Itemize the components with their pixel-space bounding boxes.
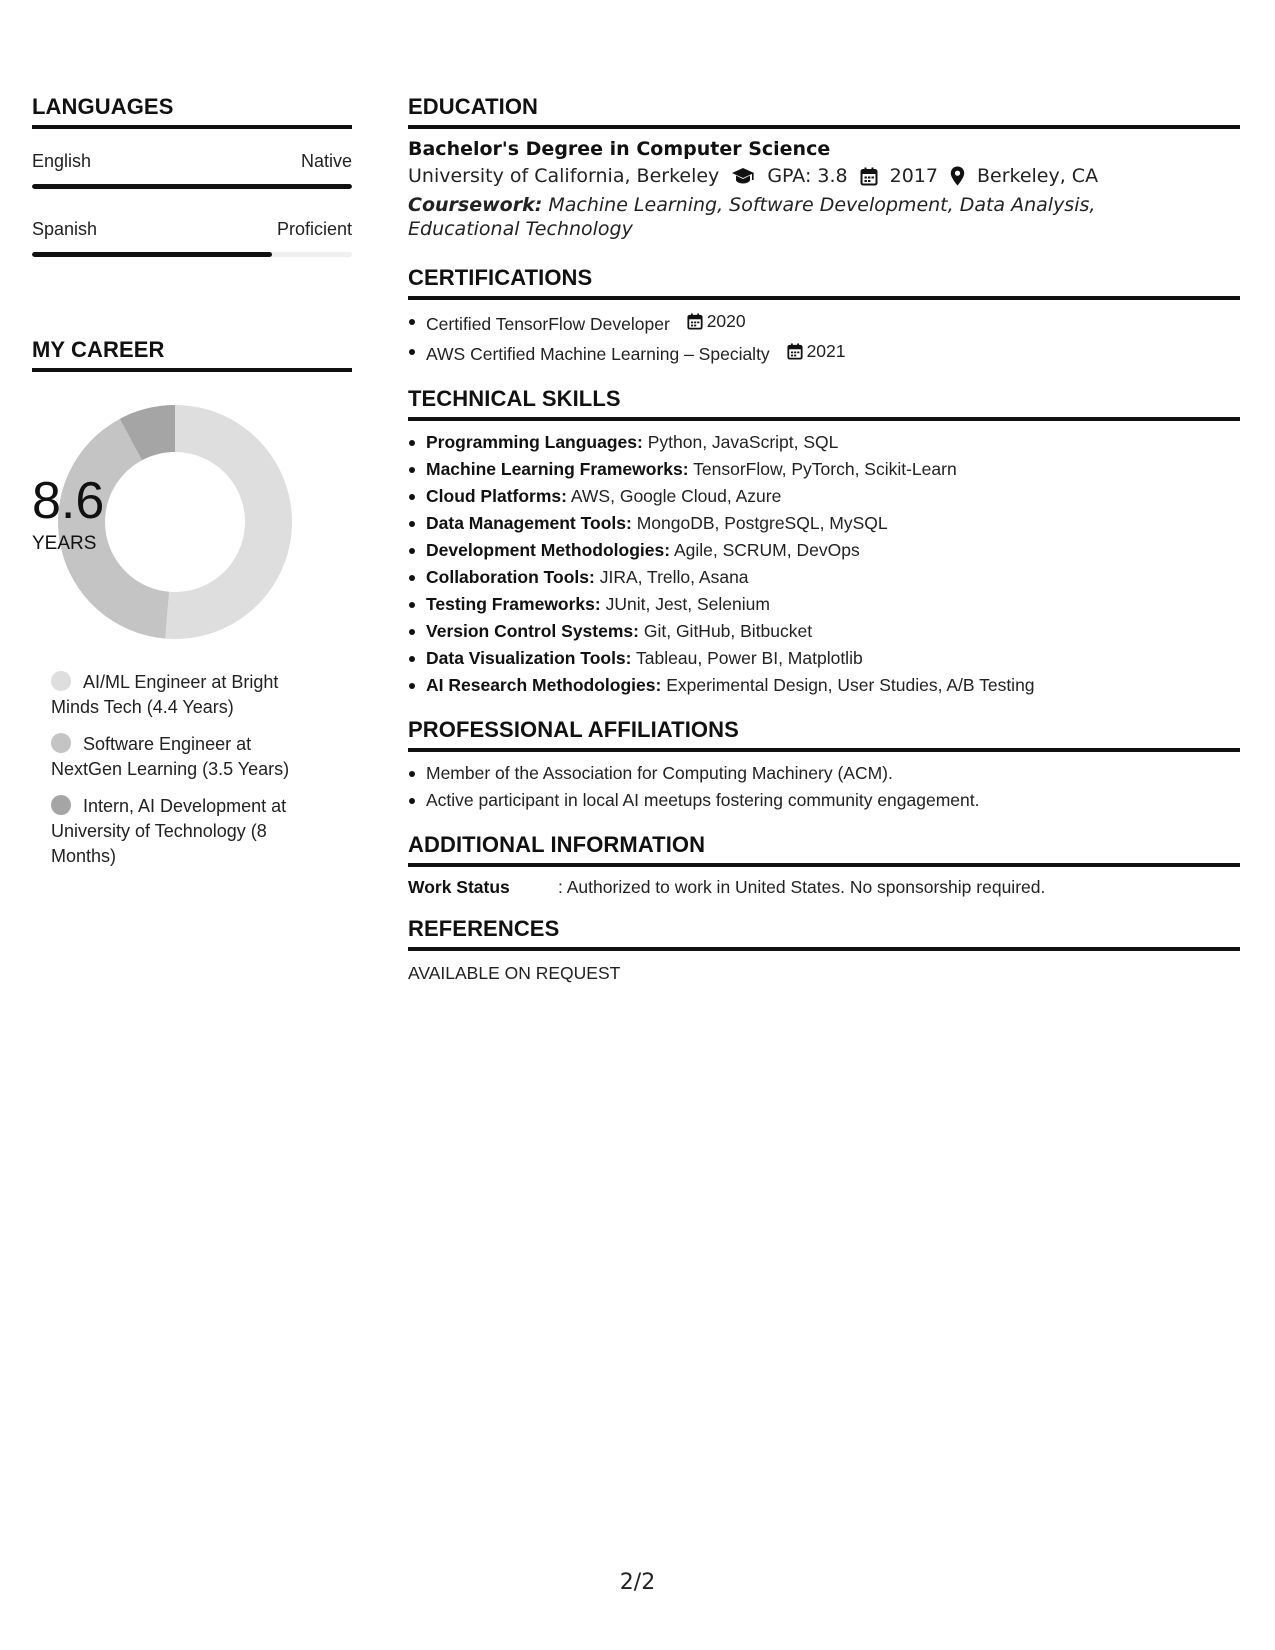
- list-item: [408, 537, 1240, 564]
- coursework-list: Machine Learning, Software Development, Data Analysis, Educational Technology: [408, 194, 1096, 240]
- language-item: [32, 151, 352, 189]
- skill-value: Git, GitHub, Bitbucket: [643, 621, 813, 641]
- list-item: Active participant in local AI meetups fostering community engagement.: [408, 787, 1240, 814]
- list-item: [408, 429, 1240, 456]
- skill-label: Testing Frameworks:: [426, 594, 601, 614]
- skill-label: Development Methodologies:: [426, 540, 671, 560]
- skill-value: Experimental Design, User Studies, A/B Testing: [666, 675, 1035, 695]
- languages-heading: LANGUAGES: [32, 94, 352, 129]
- certification-year: 2020: [706, 311, 746, 331]
- legend-label: Intern, AI Development at University of Technology (8 Months): [51, 796, 287, 866]
- references-text: AVAILABLE ON REQUEST: [408, 963, 621, 983]
- legend-item: [51, 732, 321, 782]
- skill-value: Python, JavaScript, SQL: [647, 432, 839, 452]
- language-level: Native: [300, 151, 352, 171]
- skill-label: Machine Learning Frameworks:: [426, 459, 689, 479]
- education-section: [408, 94, 1240, 241]
- career-heading: MY CAREER: [32, 337, 352, 372]
- certification-year: 2021: [806, 341, 846, 361]
- legend-swatch: [51, 795, 71, 815]
- skill-value: AWS, Google Cloud, Azure: [570, 486, 782, 506]
- legend-swatch: [51, 671, 71, 691]
- calendar-icon: [687, 313, 703, 330]
- gpa-value: GPA: 3.8: [767, 165, 848, 187]
- certifications-section: [408, 265, 1240, 368]
- certification-name: AWS Certified Machine Learning – Specialty: [426, 344, 770, 364]
- list-item: [408, 510, 1240, 537]
- language-proficiency-bar: [32, 252, 352, 257]
- list-item: [408, 672, 1240, 699]
- calendar-icon: [860, 167, 878, 186]
- certifications-heading: CERTIFICATIONS: [408, 265, 1240, 300]
- skill-value: Tableau, Power BI, Matplotlib: [636, 648, 863, 668]
- skill-value: Agile, SCRUM, DevOps: [673, 540, 860, 560]
- language-name: Spanish: [32, 219, 98, 239]
- additional-info-section: [408, 832, 1240, 898]
- list-item: [408, 308, 1240, 338]
- references-section: [408, 916, 1240, 984]
- career-donut-chart: [32, 392, 352, 650]
- legend-swatch: [51, 733, 71, 753]
- skill-value: TensorFlow, PyTorch, Scikit-Learn: [693, 459, 957, 479]
- list-item: [408, 618, 1240, 645]
- certification-name: Certified TensorFlow Developer: [426, 314, 670, 334]
- skill-value: JIRA, Trello, Asana: [599, 567, 749, 587]
- skill-label: AI Research Methodologies:: [426, 675, 662, 695]
- language-proficiency-bar: [32, 184, 352, 189]
- affiliations-heading: PROFESSIONAL AFFILIATIONS: [408, 717, 1240, 752]
- additional-info-heading: ADDITIONAL INFORMATION: [408, 832, 1240, 867]
- education-meta: [408, 165, 1240, 187]
- list-item: Member of the Association for Computing Machinery (ACM).: [408, 760, 1240, 787]
- references-heading: REFERENCES: [408, 916, 1240, 951]
- legend-item: [51, 670, 321, 720]
- certifications-list: [408, 308, 1240, 368]
- affiliations-section: [408, 717, 1240, 814]
- career-years-unit: YEARS: [32, 533, 97, 554]
- skill-label: Programming Languages:: [426, 432, 643, 452]
- legend-label: AI/ML Engineer at Bright Minds Tech (4.4 Years): [51, 672, 279, 717]
- graduation-year: 2017: [889, 165, 938, 187]
- affiliations-list: [408, 760, 1240, 814]
- list-item: [408, 338, 1240, 368]
- work-status-row: [408, 877, 1240, 898]
- work-status-value: : Authorized to work in United States. No sponsorship required.: [558, 877, 1046, 897]
- school-location: Berkeley, CA: [976, 165, 1099, 187]
- language-name: English: [32, 151, 92, 171]
- location-pin-icon: [950, 166, 965, 186]
- education-heading: EDUCATION: [408, 94, 1240, 129]
- degree-title: Bachelor's Degree in Computer Science: [408, 138, 831, 160]
- skill-label: Data Management Tools:: [426, 513, 632, 533]
- skill-label: Collaboration Tools:: [426, 567, 595, 587]
- coursework-label: Coursework:: [408, 194, 543, 216]
- school-name: University of California, Berkeley: [408, 165, 720, 187]
- graduation-cap-icon: [731, 167, 755, 185]
- skill-label: Data Visualization Tools:: [426, 648, 632, 668]
- list-item: [408, 456, 1240, 483]
- language-level: Proficient: [276, 219, 352, 239]
- left-column: [32, 94, 352, 881]
- legend-label: Software Engineer at NextGen Learning (3.5 Years): [51, 734, 290, 779]
- skills-section: [408, 386, 1240, 699]
- skill-label: Cloud Platforms:: [426, 486, 567, 506]
- skills-heading: TECHNICAL SKILLS: [408, 386, 1240, 421]
- skill-value: MongoDB, PostgreSQL, MySQL: [636, 513, 888, 533]
- legend-item: [51, 794, 321, 869]
- skill-label: Version Control Systems:: [426, 621, 639, 641]
- coursework: [408, 193, 1178, 241]
- work-status-label: Work Status: [408, 877, 510, 897]
- list-item: [408, 564, 1240, 591]
- language-proficiency-fill: [32, 184, 352, 189]
- career-total-years: 8.6: [32, 472, 105, 530]
- page-number: 2/2: [619, 1570, 656, 1595]
- skill-value: JUnit, Jest, Selenium: [605, 594, 770, 614]
- right-column: [408, 94, 1240, 984]
- list-item: [408, 591, 1240, 618]
- calendar-icon: [787, 343, 803, 360]
- career-legend: [32, 670, 352, 869]
- language-proficiency-fill: [32, 252, 272, 257]
- skills-list: [408, 429, 1240, 699]
- language-item: [32, 219, 352, 257]
- list-item: [408, 645, 1240, 672]
- list-item: [408, 483, 1240, 510]
